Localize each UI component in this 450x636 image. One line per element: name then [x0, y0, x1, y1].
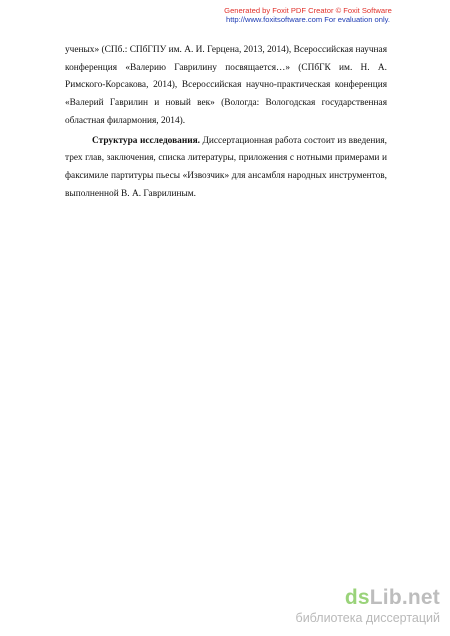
paragraph-structure — [65, 133, 387, 204]
paragraph-conferences: ученых» (СПб.: СПбГПУ им. А. И. Герцена, 2013, 2014), Всероссийская научная конференция «Валерию Гаврилину посвящается…» (СПбГК им. Н. А. Римского-Корсакова, 2014), Всероссийская научно-практическая конференция «Валерий Гаврилин и новый век» (Вологда: Вологодская государственная областная филармония, 2014). — [65, 45, 387, 126]
dslib-logo — [296, 586, 440, 610]
foxit-watermark — [222, 6, 394, 24]
structure-heading: Структура исследования. — [92, 135, 200, 146]
dslib-logo-ds: ds — [344, 586, 370, 609]
dslib-logo-lib: Lib.net — [369, 586, 440, 609]
document-body — [65, 42, 387, 203]
dslib-tagline: библиотека диссертаций — [295, 611, 440, 625]
structure-text: Диссертационная работа состоит из введения, трех глав, заключения, списка литературы, приложения с нотными примерами и факсимиле партитуры пьесы «Извозчик» для ансамбля народных инструментов, выполненной В. А. Гаврилиным. — [65, 135, 387, 199]
foxit-generated-line: Generated by Foxit PDF Creator © Foxit Software — [224, 6, 392, 15]
dslib-watermark — [296, 586, 440, 625]
foxit-url-line: http://www.foxitsoftware.com For evaluation only. — [225, 15, 391, 24]
